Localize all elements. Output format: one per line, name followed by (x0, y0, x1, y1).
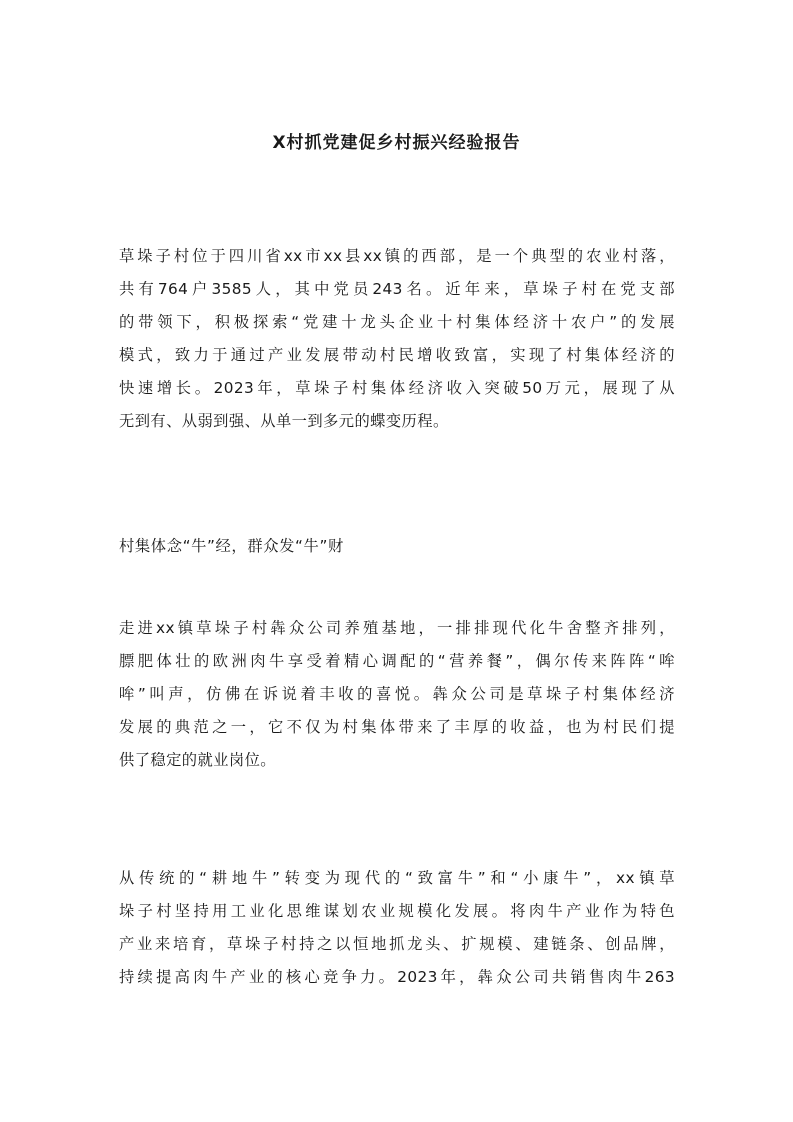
paragraph-line: 垛子村坚持用工业化思维谋划农业规模化发展。将肉牛产业作为特色 (119, 902, 675, 920)
section-subheading: 村集体念“牛”经，群众发“牛”财 (119, 537, 344, 555)
paragraph-line: 的带领下，积极探索“党建十龙头企业十村集体经济十农户”的发展 (119, 313, 675, 331)
paragraph-line: 发展的典范之一，它不仅为村集体带来了丰厚的收益，也为村民们提 (119, 718, 675, 736)
paragraph-intro (119, 240, 675, 438)
paragraph-line: 供了稳定的就业岗位。 (119, 751, 276, 769)
paragraph-line: 膘肥体壮的欧洲肉牛享受着精心调配的“营养餐”，偶尔传来阵阵“哞 (119, 652, 675, 670)
paragraph-industry (119, 862, 675, 994)
paragraph-line: 草垛子村位于四川省xx市xx县xx镇的西部，是一个典型的农业村落， (119, 247, 675, 265)
paragraph-line: 共有764户3585人，其中党员243名。近年来，草垛子村在党支部 (119, 280, 675, 298)
paragraph-line: 无到有、从弱到强、从单一到多元的蝶变历程。 (119, 412, 449, 430)
paragraph-line: 走进xx镇草垛子村犇众公司养殖基地，一排排现代化牛舍整齐排列， (119, 619, 675, 637)
paragraph-line: 快速增长。2023年，草垛子村集体经济收入突破50万元，展现了从 (119, 379, 675, 397)
paragraph-line: 从传统的“耕地牛”转变为现代的“致富牛”和“小康牛”，xx镇草 (119, 869, 675, 887)
paragraph-line: 哞”叫声，仿佛在诉说着丰收的喜悦。犇众公司是草垛子村集体经济 (119, 685, 675, 703)
paragraph-line: 模式，致力于通过产业发展带动村民增收致富，实现了村集体经济的 (119, 346, 675, 364)
document-title: X村抓党建促乡村振兴经验报告 (272, 133, 521, 153)
paragraph-line: 持续提高肉牛产业的核心竞争力。2023年，犇众公司共销售肉牛263 (119, 968, 675, 986)
paragraph-line: 产业来培育，草垛子村持之以恒地抓龙头、扩规模、建链条、创品牌， (119, 935, 675, 953)
paragraph-base (119, 612, 675, 777)
